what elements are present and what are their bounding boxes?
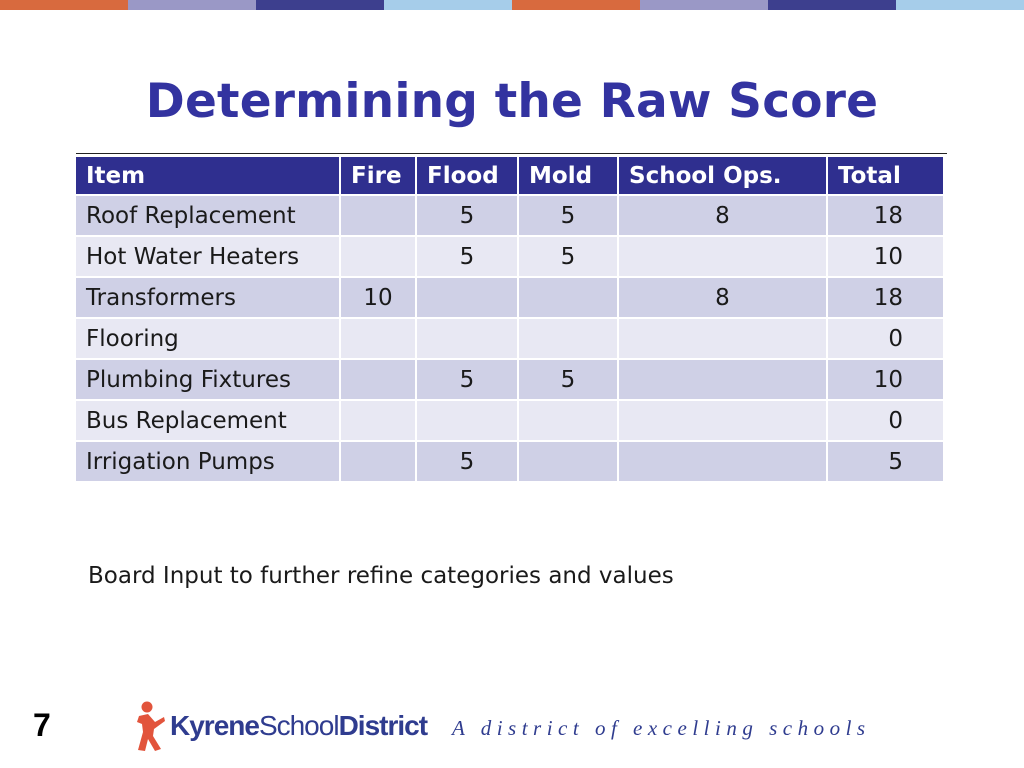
accent-segment-5 (512, 0, 640, 10)
cell-school-ops: 8 (619, 196, 826, 235)
accent-segment-7 (768, 0, 896, 10)
table-header-row (76, 157, 943, 194)
cell-fire (341, 442, 415, 481)
cell-item: Hot Water Heaters (76, 237, 339, 276)
table-row (76, 237, 943, 276)
cell-flood: 5 (417, 196, 517, 235)
accent-segment-1 (0, 0, 128, 10)
cell-fire: 10 (341, 278, 415, 317)
cell-fire (341, 196, 415, 235)
cell-flood: 5 (417, 442, 517, 481)
cell-school-ops (619, 442, 826, 481)
cell-fire (341, 237, 415, 276)
cell-total: 18 (828, 278, 943, 317)
top-accent-bar (0, 0, 1024, 10)
cell-flood: 5 (417, 237, 517, 276)
cell-total: 18 (828, 196, 943, 235)
table-row (76, 442, 943, 481)
cell-total: 0 (828, 319, 943, 358)
table-row (76, 278, 943, 317)
header-total: Total (828, 157, 943, 194)
cell-mold: 5 (519, 196, 617, 235)
logo-wordmark (170, 712, 427, 740)
cell-flood (417, 401, 517, 440)
cell-school-ops (619, 401, 826, 440)
cell-item: Roof Replacement (76, 196, 339, 235)
cell-item: Flooring (76, 319, 339, 358)
cell-total: 0 (828, 401, 943, 440)
accent-segment-6 (640, 0, 768, 10)
table-row (76, 196, 943, 235)
cell-item: Bus Replacement (76, 401, 339, 440)
cell-mold (519, 401, 617, 440)
logo-wordmark-school: School (258, 710, 339, 741)
title-divider (76, 153, 947, 154)
table-row (76, 360, 943, 399)
cell-school-ops (619, 360, 826, 399)
cell-total: 10 (828, 237, 943, 276)
logo-wordmark-kyrene: Kyrene (170, 710, 259, 741)
cell-flood (417, 319, 517, 358)
page-number: 7 (33, 707, 51, 743)
cell-mold: 5 (519, 360, 617, 399)
cell-flood: 5 (417, 360, 517, 399)
raw-score-table (74, 155, 945, 483)
accent-segment-2 (128, 0, 256, 10)
board-input-note: Board Input to further refine categories and values (88, 563, 674, 589)
cell-total: 5 (828, 442, 943, 481)
cell-mold (519, 319, 617, 358)
cell-mold (519, 278, 617, 317)
cell-mold: 5 (519, 237, 617, 276)
cell-fire (341, 401, 415, 440)
district-tagline: A district of excelling schools (452, 716, 871, 740)
accent-segment-4 (384, 0, 512, 10)
header-mold: Mold (519, 157, 617, 194)
cell-total: 10 (828, 360, 943, 399)
cell-mold (519, 442, 617, 481)
accent-segment-8 (896, 0, 1024, 10)
district-logo (136, 700, 427, 752)
cell-item: Irrigation Pumps (76, 442, 339, 481)
table-row (76, 319, 943, 358)
logo-wordmark-district: District (338, 710, 428, 741)
slide-title: Determining the Raw Score (145, 74, 879, 129)
accent-segment-3 (256, 0, 384, 10)
header-fire: Fire (341, 157, 415, 194)
cell-fire (341, 319, 415, 358)
cell-fire (341, 360, 415, 399)
header-school-ops: School Ops. (619, 157, 826, 194)
cell-item: Plumbing Fixtures (76, 360, 339, 399)
cell-school-ops: 8 (619, 278, 826, 317)
cell-school-ops (619, 237, 826, 276)
header-flood: Flood (417, 157, 517, 194)
table-row (76, 401, 943, 440)
cell-flood (417, 278, 517, 317)
person-figure-icon (136, 700, 166, 752)
header-item: Item (76, 157, 339, 194)
cell-item: Transformers (76, 278, 339, 317)
cell-school-ops (619, 319, 826, 358)
